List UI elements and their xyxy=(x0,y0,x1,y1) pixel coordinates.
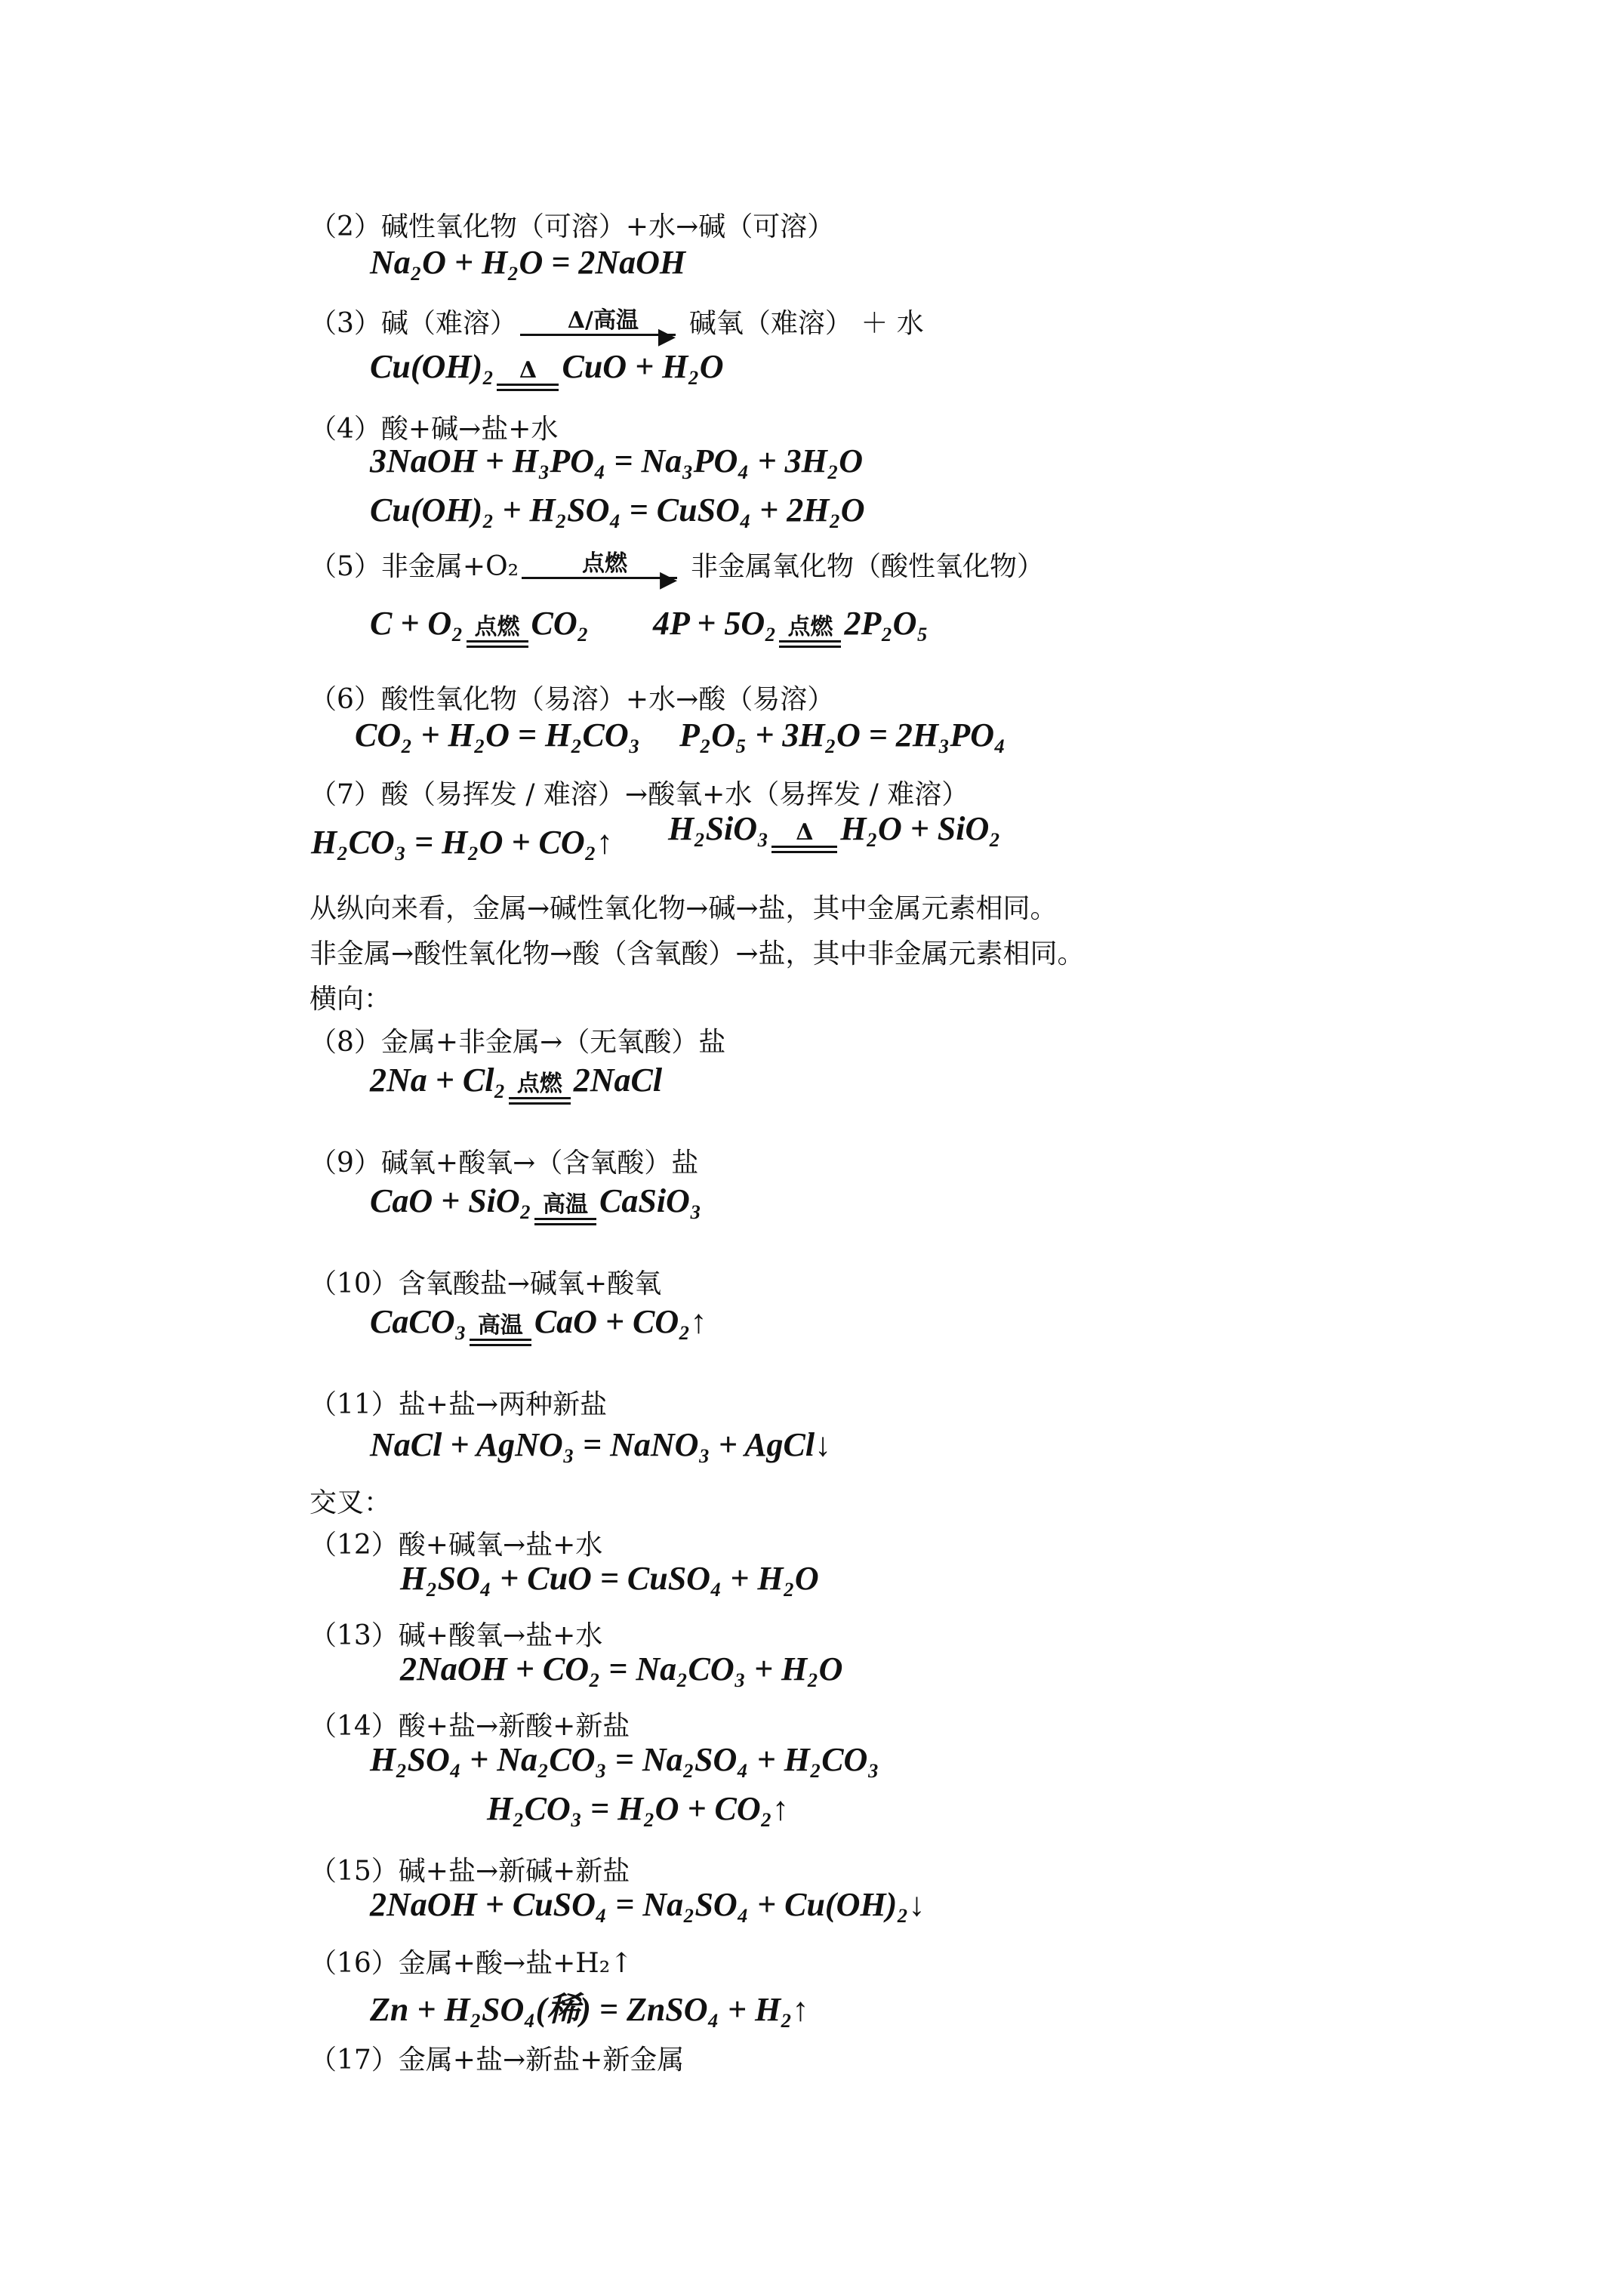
equation-5b: 4P + 5O₂ 点燃 2P₂O₅ xyxy=(653,604,929,648)
equation-4a: 3NaOH + H₃PO₄ = Na₃PO₄ + 3H₂O xyxy=(370,442,863,479)
condition-arrow: 点燃 ▶ xyxy=(522,551,688,579)
rule-6: （6）酸性氧化物（易溶）+水→酸（易溶） xyxy=(310,684,835,715)
rule-5-right: 非金属氧化物（酸性氧化物） xyxy=(691,551,1045,582)
equation-7a: H₂CO₃ = H₂O + CO₂↑ xyxy=(311,824,613,861)
rule-5-left: （5）非金属+O₂ xyxy=(310,551,519,582)
rule-8: （8）金属+非金属→（无氧酸）盐 xyxy=(310,1027,726,1058)
equation-3: Cu(OH)₂ Δ CuO + H₂O xyxy=(370,347,723,391)
equation-8: 2Na + Cl₂ 点燃 2NaCl xyxy=(370,1061,662,1105)
rule-4: （4）酸+碱→盐+水 xyxy=(310,414,559,445)
rule-11: （11）盐+盐→两种新盐 xyxy=(310,1389,608,1420)
condition-equals: 高温 xyxy=(467,1313,534,1346)
condition-equals: 点燃 xyxy=(776,615,844,648)
equation-12: H₂SO₄ + CuO = CuSO₄ + H₂O xyxy=(400,1560,819,1597)
rule-3-left: （3）碱（难溶） xyxy=(310,308,517,339)
rule-3 xyxy=(310,302,924,350)
equation-9: CaO + SiO₂ 高温 CaSiO₃ xyxy=(370,1182,701,1225)
paragraph-vertical: 从纵向来看，金属→碱性氧化物→碱→盐，其中金属元素相同。 xyxy=(310,893,1058,924)
rule-13: （13）碱+酸氧→盐+水 xyxy=(310,1620,603,1651)
equation-10: CaCO₃ 高温 CaO + CO₂↑ xyxy=(370,1302,707,1346)
paragraph-nonmetal: 非金属→酸性氧化物→酸（含氧酸）→盐，其中非金属元素相同。 xyxy=(310,938,1085,969)
equation-14a: H₂SO₄ + Na₂CO₃ = Na₂SO₄ + H₂CO₃ xyxy=(370,1741,879,1778)
rule-14: （14）酸+盐→新酸+新盐 xyxy=(310,1711,630,1742)
equation-2: Na₂O + H₂O = 2NaOH xyxy=(370,244,686,281)
equation-16: Zn + H₂SO₄(稀) = ZnSO₄ + H₂↑ xyxy=(370,1991,809,2028)
equation-11: NaCl + AgNO₃ = NaNO₃ + AgCl↓ xyxy=(370,1426,832,1463)
equation-13: 2NaOH + CO₂ = Na₂CO₃ + H₂O xyxy=(400,1650,843,1687)
rule-12: （12）酸+碱氧→盐+水 xyxy=(310,1530,603,1561)
equation-14b: H₂CO₃ = H₂O + CO₂↑ xyxy=(487,1790,789,1827)
rule-5 xyxy=(310,545,1045,593)
heading-horizontal: 横向： xyxy=(310,984,392,1015)
rule-17: （17）金属+盐→新盐+新金属 xyxy=(310,2045,685,2076)
condition-equals: 点燃 xyxy=(506,1071,574,1105)
condition-equals: 点燃 xyxy=(463,615,531,648)
rule-7: （7）酸（易挥发 / 难溶）→酸氧+水（易挥发 / 难溶） xyxy=(310,779,969,810)
rule-16: （16）金属+酸→盐+H₂↑ xyxy=(310,1948,633,1979)
equation-5a: C + O₂ 点燃 CO₂ xyxy=(370,604,589,648)
equation-4b: Cu(OH)₂ + H₂SO₄ = CuSO₄ + 2H₂O xyxy=(370,492,865,529)
condition-equals: Δ xyxy=(494,358,562,391)
condition-arrow: Δ/高温 ▶ xyxy=(520,308,686,336)
rule-3-right: 碱氧（难溶） ＋ 水 xyxy=(688,308,924,339)
equation-15: 2NaOH + CuSO₄ = Na₂SO₄ + Cu(OH)₂↓ xyxy=(370,1886,925,1923)
condition-equals: 高温 xyxy=(531,1192,599,1225)
rule-15: （15）碱+盐→新碱+新盐 xyxy=(310,1856,630,1887)
rule-2: （2）碱性氧化物（可溶）+水→碱（可溶） xyxy=(310,211,835,242)
condition-label: Δ/高温 xyxy=(567,307,639,334)
rule-10: （10）含氧酸盐→碱氧+酸氧 xyxy=(310,1268,662,1299)
heading-cross: 交叉： xyxy=(310,1487,392,1518)
equation-6a: CO₂ + H₂O = H₂CO₃ xyxy=(355,717,640,754)
equation-6b: P₂O₅ + 3H₂O = 2H₃PO₄ xyxy=(679,717,1006,754)
condition-equals: Δ xyxy=(768,820,840,853)
rule-9: （9）碱氧+酸氧→（含氧酸）盐 xyxy=(310,1148,699,1179)
equation-7b: H₂SiO₃ Δ H₂O + SiO₂ xyxy=(668,809,1001,853)
